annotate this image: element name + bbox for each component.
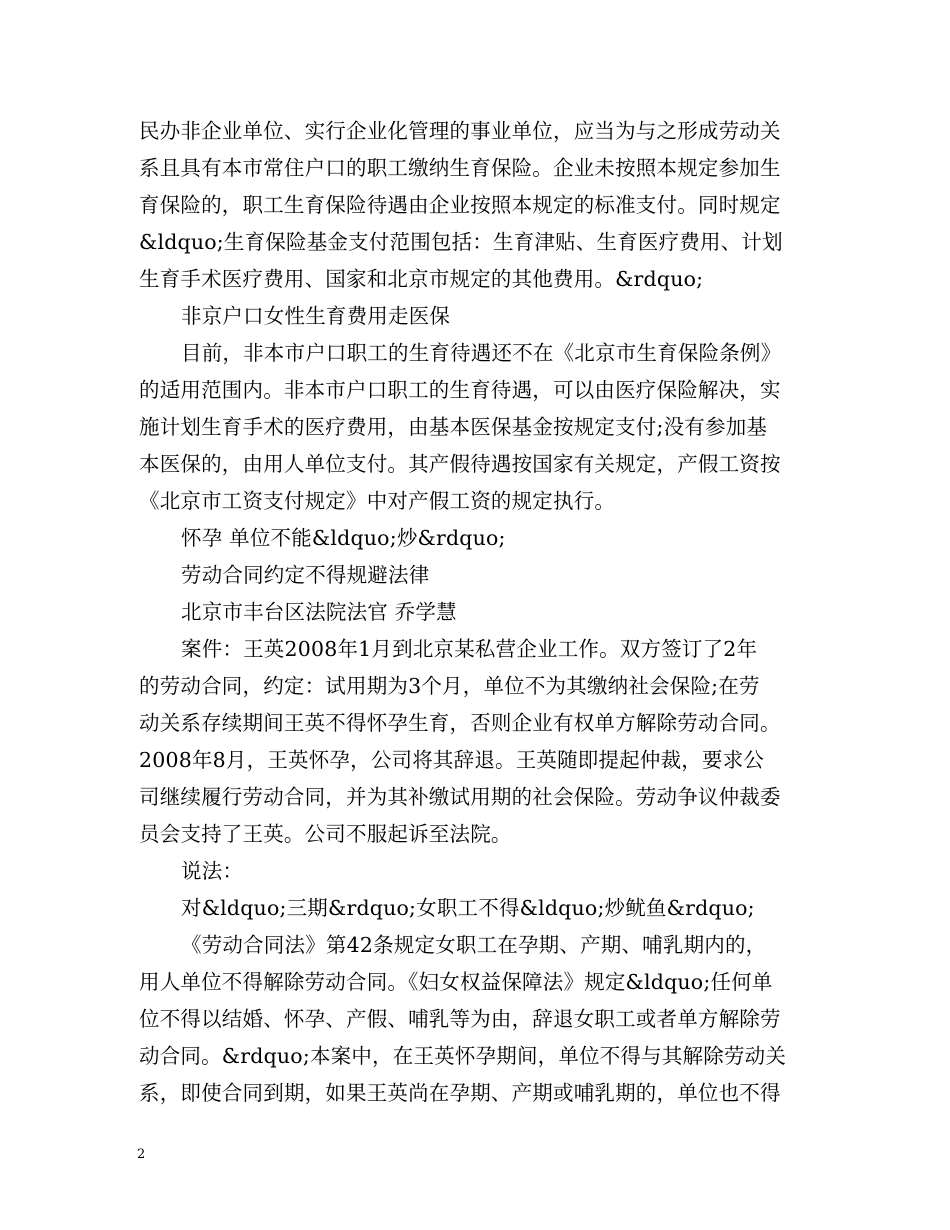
text-line: 北京市丰台区法院法官 乔学慧	[181, 600, 457, 624]
text-line: 动关系存续期间王英不得怀孕生育，否则企业有权单方解除劳动合同。	[139, 711, 781, 735]
text-line: 目前，非本市户口职工的生育待遇还不在《北京市生育保险条例》	[181, 341, 782, 365]
text-line: 《北京市工资支付规定》中对产假工资的规定执行。	[139, 489, 616, 513]
text-line: 非京户口女性生育费用走医保	[181, 304, 451, 328]
text-line: 司继续履行劳动合同，并为其补缴试用期的社会保险。劳动争议仲裁委	[139, 785, 781, 809]
text-line: 对&ldquo;三期&rdquo;女职工不得&ldquo;炒鱿鱼&rdquo;	[181, 896, 755, 920]
text-line: 育保险的，职工生育保险待遇由企业按照本规定的标准支付。同时规定	[139, 193, 781, 217]
text-line: 系，即使合同到期，如果王英尚在孕期、产期或哺乳期的，单位也不得	[139, 1081, 781, 1105]
text-line: 民办非企业单位、实行企业化管理的事业单位，应当为与之形成劳动关	[139, 119, 781, 143]
text-line: 动合同。&rdquo;本案中，在王英怀孕期间，单位不得与其解除劳动关	[139, 1044, 787, 1068]
text-line: 劳动合同约定不得规避法律	[181, 563, 430, 587]
text-line: 2008年8月，王英怀孕，公司将其辞退。王英随即提起仲裁，要求公	[139, 748, 765, 772]
text-line: 说法：	[181, 859, 244, 883]
text-line: 生育手术医疗费用、国家和北京市规定的其他费用。&rdquo;	[139, 267, 704, 291]
text-line: &ldquo;生育保险基金支付范围包括：生育津贴、生育医疗费用、计划	[139, 230, 783, 254]
text-line: 本医保的，由用人单位支付。其产假待遇按国家有关规定，产假工资按	[139, 452, 781, 476]
text-line: 系且具有本市常住户口的职工缴纳生育保险。企业未按照本规定参加生	[139, 156, 781, 180]
text-line: 施计划生育手术的医疗费用，由基本医保基金按规定支付;没有参加基	[139, 415, 768, 439]
text-line: 用人单位不得解除劳动合同。《妇女权益保障法》规定&ldquo;任何单	[139, 970, 773, 994]
text-line: 位不得以结婚、怀孕、产假、哺乳等为由，辞退女职工或者单方解除劳	[139, 1007, 781, 1031]
text-line: 案件：王英2008年1月到北京某私营企业工作。双方签订了2年	[181, 637, 758, 661]
text-line: 的劳动合同，约定：试用期为3个月，单位不为其缴纳社会保险;在劳	[139, 674, 760, 698]
text-line: 员会支持了王英。公司不服起诉至法院。	[139, 822, 512, 846]
text-line: 怀孕 单位不能&ldquo;炒&rdquo;	[181, 526, 506, 550]
page-number: 2	[137, 1147, 146, 1162]
text-line: 的适用范围内。非本市户口职工的生育待遇，可以由医疗保险解决，实	[139, 378, 781, 402]
body-text	[139, 113, 811, 1112]
text-line: 《劳动合同法》第42条规定女职工在孕期、产期、哺乳期内的，	[181, 933, 767, 957]
